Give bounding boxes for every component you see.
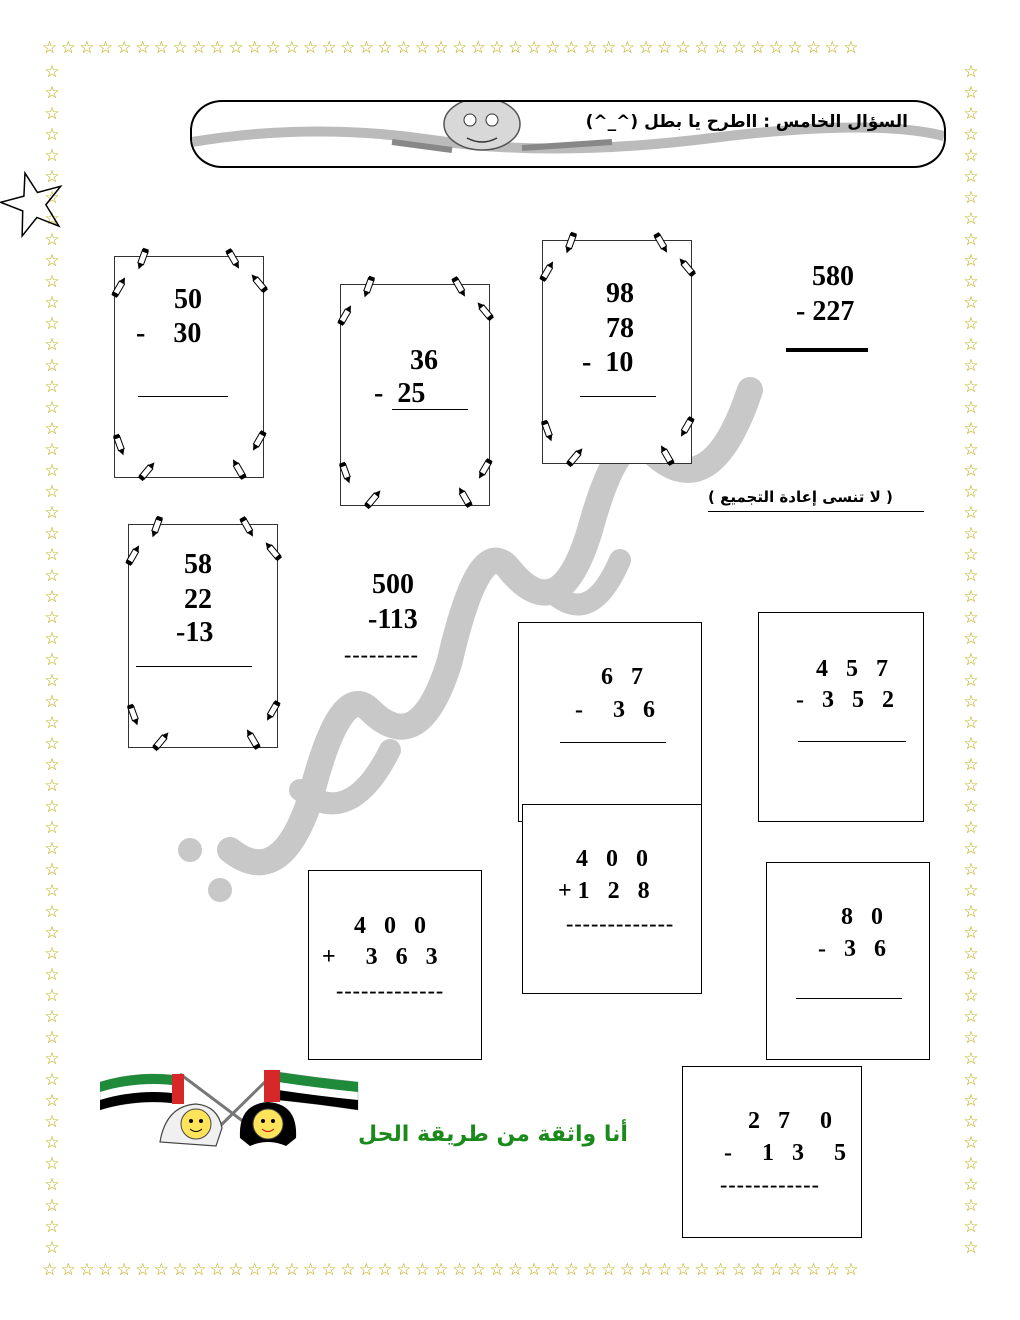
problem-10-bottom: + 3 6 3: [322, 944, 444, 970]
problem-8-top: 4 5 7: [816, 656, 894, 682]
pencil-pin-icon: [136, 248, 149, 271]
problem-2-top: 36: [410, 345, 438, 376]
problem-4-bottom: - 227: [796, 296, 855, 327]
regrouping-reminder: ( لا تنسى إعادة التجميع ): [708, 488, 893, 506]
pencil-pin-icon: [678, 416, 694, 438]
problem-2-bottom: - 25: [374, 378, 426, 409]
pencil-pin-icon: [111, 276, 127, 298]
problem-12-bottom: - 1 3 5: [724, 1140, 852, 1166]
pencil-pin-icon: [239, 516, 255, 538]
pencil-pin-icon: [339, 462, 352, 485]
problem-10-top: 4 0 0: [354, 913, 432, 939]
star-border-left: ☆ ☆ ☆ ☆ ☆ ☆ ☆ ☆ ☆ ☆ ☆ ☆ ☆ ☆ ☆ ☆ ☆ ☆ ☆ ☆ ☆ ☆ ☆ ☆ ☆ ☆ ☆ ☆ ☆ ☆ ☆ ☆ ☆ ☆ ☆ ☆ ☆ ☆ ☆ ☆ ☆ ☆ ☆ ☆ ☆ ☆ ☆ ☆ ☆ ☆ ☆ ☆ ☆ ☆ ☆ ☆ ☆: [44, 62, 60, 1258]
problem-12-top: 2 7 0: [748, 1108, 838, 1134]
problem-3-row1: 98: [606, 278, 634, 309]
pencil-pin-icon: [566, 446, 585, 467]
pencil-pin-icon: [250, 430, 266, 452]
problem-9-bottom: +1 2 8: [558, 878, 656, 904]
problem-8-bottom: - 3 5 2: [796, 687, 900, 713]
pencil-pin-icon: [150, 516, 163, 539]
problem-7-top: 6 7: [601, 664, 649, 690]
problem-5-row3: -13: [176, 617, 214, 648]
problem-1-top: 50: [174, 284, 202, 315]
pencil-pin-icon: [230, 458, 246, 480]
pencil-pin-icon: [152, 730, 171, 751]
pencil-pin-icon: [364, 488, 383, 509]
problem-5-row2: 22: [184, 584, 212, 615]
pencil-pin-icon: [476, 458, 492, 480]
pencil-pin-icon: [541, 420, 554, 443]
pencil-pin-icon: [658, 444, 674, 466]
problem-3-row3: - 10: [582, 347, 634, 378]
pencil-pin-icon: [127, 704, 140, 727]
answer-dashes-9[interactable]: -------------: [566, 911, 675, 936]
pencil-pin-icon: [125, 544, 141, 566]
pencil-pin-icon: [653, 232, 669, 254]
answer-dashes-12[interactable]: ------------: [720, 1172, 820, 1197]
pencil-pin-icon: [249, 272, 268, 293]
star-border-right: ☆ ☆ ☆ ☆ ☆ ☆ ☆ ☆ ☆ ☆ ☆ ☆ ☆ ☆ ☆ ☆ ☆ ☆ ☆ ☆ ☆ ☆ ☆ ☆ ☆ ☆ ☆ ☆ ☆ ☆ ☆ ☆ ☆ ☆ ☆ ☆ ☆ ☆ ☆ ☆ ☆ ☆ ☆ ☆ ☆ ☆ ☆ ☆ ☆ ☆ ☆ ☆ ☆ ☆ ☆ ☆ ☆: [963, 62, 979, 1258]
problem-11-bottom: - 3 6: [818, 936, 892, 962]
answer-dashes-10[interactable]: -------------: [336, 978, 445, 1003]
pencil-pin-icon: [138, 460, 157, 481]
problem-6-top: 500: [372, 569, 414, 600]
pencil-pin-icon: [539, 260, 555, 282]
answer-dashes-6[interactable]: ---------: [344, 642, 419, 667]
page-title: السؤال الخامس : ااطرح يا بطل (^_^): [585, 112, 908, 132]
children-faces-icon: [156, 1098, 306, 1150]
problem-1-bottom: - 30: [136, 318, 202, 349]
problem-6-bottom: -113: [368, 604, 418, 635]
pencil-pin-icon: [456, 486, 472, 508]
problem-7-bottom: - 3 6: [575, 697, 661, 723]
pencil-pin-icon: [362, 276, 375, 299]
problem-9-top: 4 0 0: [576, 846, 654, 872]
pencil-pin-icon: [451, 276, 467, 298]
problem-4-top: 580: [812, 261, 854, 292]
pencil-pin-icon: [225, 248, 241, 270]
pencil-pin-icon: [677, 256, 696, 277]
problem-11-top: 8 0: [841, 904, 889, 930]
pencil-pin-icon: [475, 300, 494, 321]
problem-5-row1: 58: [184, 549, 212, 580]
pencil-pin-icon: [113, 434, 126, 457]
pencil-pin-icon: [263, 540, 282, 561]
star-border-bottom: ☆ ☆ ☆ ☆ ☆ ☆ ☆ ☆ ☆ ☆ ☆ ☆ ☆ ☆ ☆ ☆ ☆ ☆ ☆ ☆ ☆ ☆ ☆ ☆ ☆ ☆ ☆ ☆ ☆ ☆ ☆ ☆ ☆ ☆ ☆ ☆ ☆ ☆ ☆ ☆ ☆ ☆ ☆ ☆: [42, 1260, 862, 1280]
pencil-pin-icon: [337, 304, 353, 326]
star-border-top: ☆ ☆ ☆ ☆ ☆ ☆ ☆ ☆ ☆ ☆ ☆ ☆ ☆ ☆ ☆ ☆ ☆ ☆ ☆ ☆ ☆ ☆ ☆ ☆ ☆ ☆ ☆ ☆ ☆ ☆ ☆ ☆ ☆ ☆ ☆ ☆ ☆ ☆ ☆ ☆ ☆ ☆ ☆ ☆: [42, 38, 862, 58]
confidence-text: أنا واثقة من طريقة الحل: [358, 1122, 628, 1147]
pencil-pin-icon: [564, 232, 577, 255]
pencil-pin-icon: [244, 728, 260, 750]
pencil-pin-icon: [264, 700, 280, 722]
problem-3-row2: 78: [606, 313, 634, 344]
